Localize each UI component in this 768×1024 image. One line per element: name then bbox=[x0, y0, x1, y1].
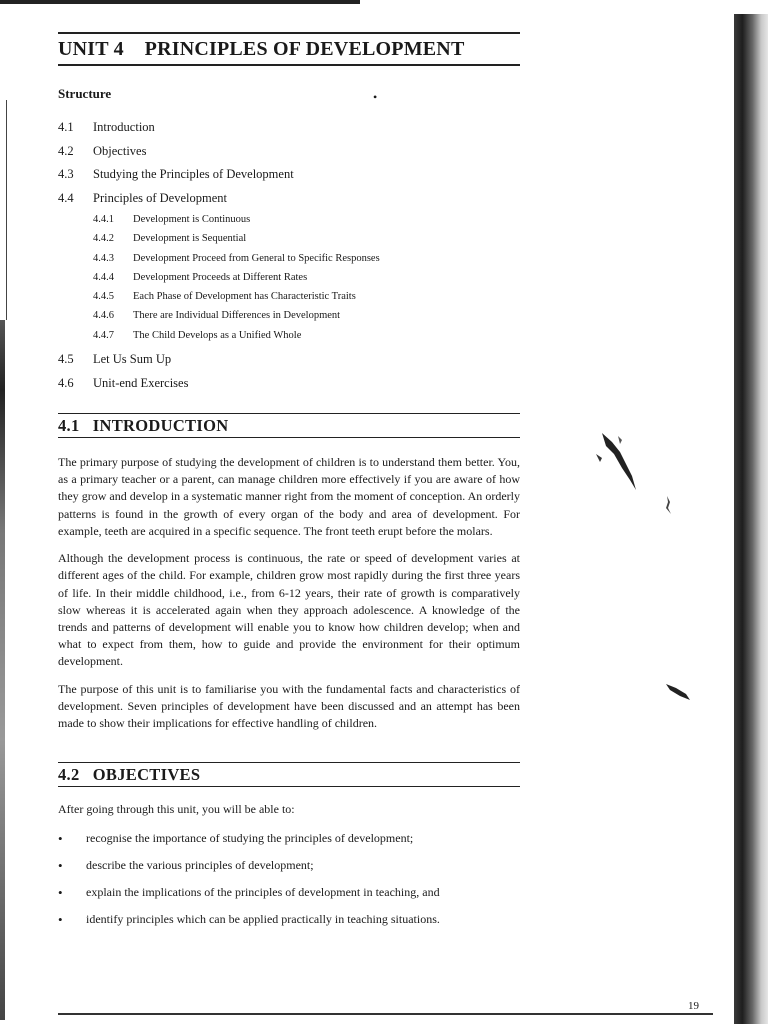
page-number: 19 bbox=[688, 1000, 699, 1012]
toc-label: Let Us Sum Up bbox=[93, 352, 172, 367]
toc-subitem bbox=[93, 330, 520, 349]
scan-left-edge bbox=[0, 320, 5, 1020]
toc-label: Studying the Principles of Development bbox=[93, 167, 294, 181]
toc-sublabel: The Child Develops as a Unified Whole bbox=[133, 329, 302, 341]
toc-sublabel: Development Proceeds at Different Rates bbox=[133, 271, 308, 283]
objective-bullet bbox=[58, 857, 520, 874]
top-scan-rule bbox=[0, 0, 360, 4]
objective-bullet bbox=[58, 830, 520, 847]
toc-subnumber: 4.4.7 bbox=[93, 329, 114, 341]
scan-left-mark bbox=[6, 100, 7, 320]
bullet-icon: • bbox=[58, 831, 63, 847]
toc-subnumber: 4.4.2 bbox=[93, 233, 114, 245]
toc-number: 4.5 bbox=[58, 352, 74, 367]
ink-smudge-graphic bbox=[592, 428, 652, 498]
objective-bullet bbox=[58, 911, 520, 928]
ink-mark-graphic bbox=[664, 680, 692, 702]
toc-label: Unit-end Exercises bbox=[93, 375, 189, 390]
toc-sublabel: There are Individual Differences in Development bbox=[133, 310, 341, 322]
toc-label: Principles of Development bbox=[93, 190, 227, 205]
table-of-contents bbox=[58, 120, 520, 399]
intro-paragraph: The primary purpose of studying the development of children is to understand them better. You, as a primary teacher or a parent, can manage children more effectively if you are aware of how they grow and develop in a systematic manner right from the moment of conception. An orderly patterns is found in the growth of every organ of the body and area of development. For example, teeth are acquired in a specific sequence. The front teeth erupt before the molars. bbox=[58, 455, 520, 538]
bullet-icon: • bbox=[58, 912, 63, 928]
objective-text: recognise the importance of studying the principles of development; bbox=[86, 831, 414, 846]
toc-item bbox=[58, 376, 520, 400]
toc-subitem bbox=[93, 310, 520, 329]
bullet-icon: • bbox=[58, 858, 63, 874]
scan-binding-shadow bbox=[734, 14, 768, 1024]
toc-subitem bbox=[93, 233, 520, 252]
toc-sublabel: Development is Continuous bbox=[133, 214, 251, 225]
toc-subnumber: 4.4.6 bbox=[93, 310, 114, 322]
toc-item bbox=[58, 120, 520, 144]
document-page bbox=[58, 32, 520, 928]
intro-paragraph: The purpose of this unit is to familiarise you with the fundamental facts and characteristics of development. Seven principles of development have been discussed and an attempt has been made to show their implications for effective handling of children. bbox=[58, 681, 520, 730]
toc-subnumber: 4.4.1 bbox=[93, 214, 114, 225]
toc-subnumber: 4.4.4 bbox=[93, 271, 114, 283]
toc-item bbox=[58, 352, 520, 376]
introduction-heading: 4.1 INTRODUCTION bbox=[58, 413, 520, 438]
unit-header bbox=[58, 32, 520, 66]
toc-label: Introduction bbox=[93, 120, 155, 134]
unit-title: UNIT 4 PRINCIPLES OF DEVELOPMENT bbox=[58, 38, 465, 60]
toc-item bbox=[58, 167, 520, 191]
toc-number: 4.1 bbox=[58, 120, 74, 134]
toc-item bbox=[58, 191, 520, 215]
toc-subnumber: 4.4.3 bbox=[93, 252, 114, 264]
toc-subitem bbox=[93, 214, 520, 233]
objective-bullet bbox=[58, 884, 520, 901]
toc-subnumber: 4.4.5 bbox=[93, 291, 114, 303]
objective-text: identify principles which can be applied practically in teaching situations. bbox=[86, 912, 440, 927]
toc-item bbox=[58, 144, 520, 168]
toc-number: 4.4 bbox=[58, 190, 74, 205]
toc-sublabel: Each Phase of Development has Characteristic Traits bbox=[133, 291, 356, 303]
toc-sublabel: Development is Sequential bbox=[133, 233, 247, 245]
objective-text: describe the various principles of development; bbox=[86, 858, 314, 873]
stray-dot-mark: • bbox=[373, 90, 378, 104]
bullet-icon: • bbox=[58, 885, 63, 901]
intro-paragraph: Although the development process is continuous, the rate or speed of development varies at different ages of the child. For example, children grow most rapidly during the first three years of life. In their middle childhood, i.e., from 6-12 years, their rate of growth is comparatively slow whereas it is accelerated again when they approach adolescence. A knowledge of the trends and patterns of development will enable you to know how children develop; when and what to expect from them, how to guide and provide the environment for their optimum development. bbox=[58, 551, 520, 669]
toc-number: 4.2 bbox=[58, 143, 74, 158]
toc-number: 4.6 bbox=[58, 375, 74, 390]
toc-subitem bbox=[93, 291, 520, 310]
toc-subitem bbox=[93, 272, 520, 291]
footer-rule bbox=[58, 1013, 713, 1015]
objectives-heading: 4.2 OBJECTIVES bbox=[58, 762, 520, 787]
objective-text: explain the implications of the principles of development in teaching, and bbox=[86, 885, 440, 900]
structure-label: Structure bbox=[58, 86, 112, 101]
toc-number: 4.3 bbox=[58, 167, 74, 181]
toc-subitem bbox=[93, 253, 520, 272]
toc-label: Objectives bbox=[93, 143, 147, 158]
objectives-intro: After going through this unit, you will be able to: bbox=[58, 802, 295, 817]
ink-speck-graphic bbox=[662, 494, 676, 516]
toc-sublabel: Development Proceed from General to Specific Responses bbox=[133, 252, 380, 264]
